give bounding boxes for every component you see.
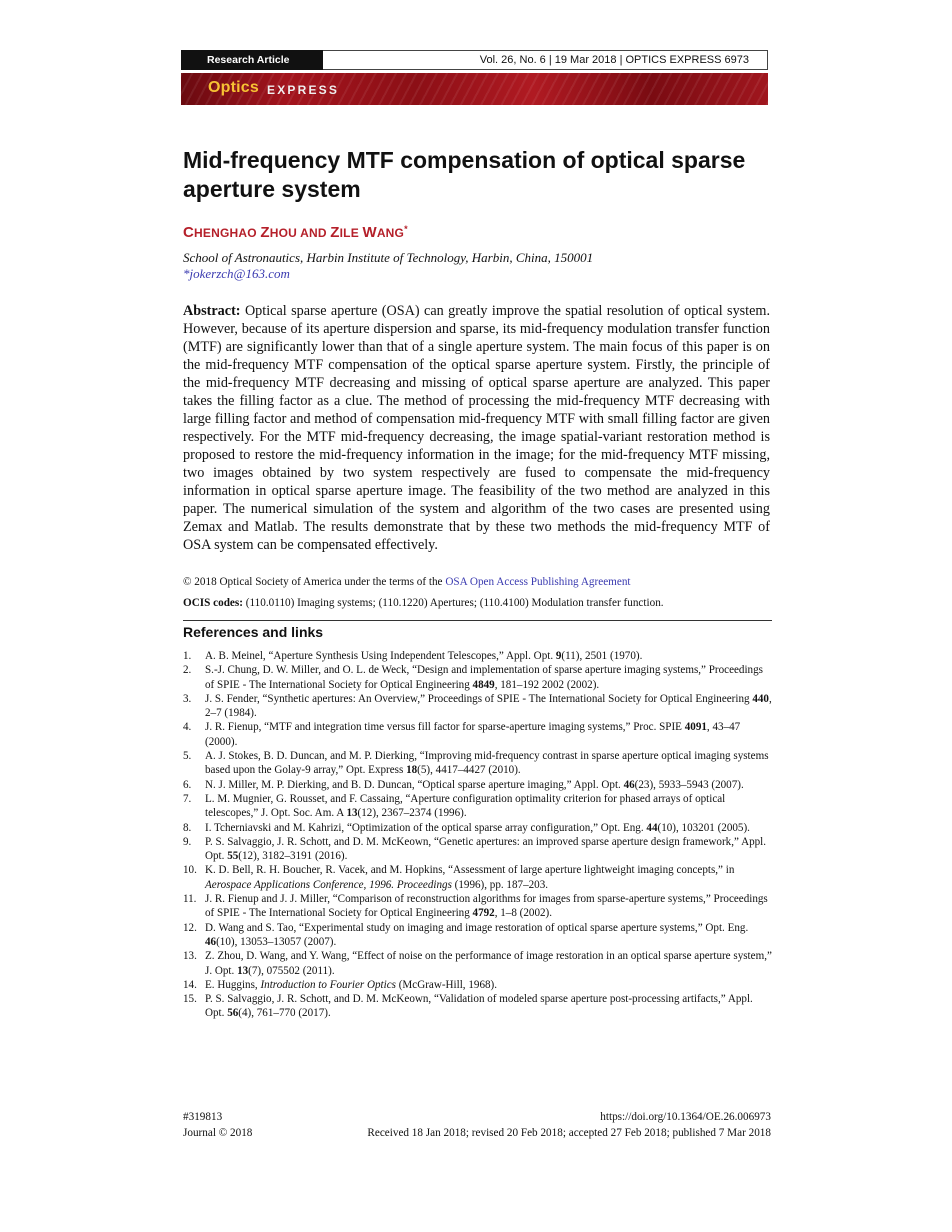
reference-tail: (5), 4417–4427 (2010).: [417, 764, 521, 777]
manuscript-id: #319813: [183, 1111, 223, 1123]
affiliation: School of Astronautics, Harbin Institute of Technology, Harbin, China, 150001: [183, 250, 594, 265]
reference-tail: (12), 2367–2374 (1996).: [357, 807, 467, 820]
reference-volume: 4849: [472, 678, 495, 691]
reference-tail: , 43–47 (2000).: [205, 721, 741, 748]
reference-text: A. B. Meinel, “Aperture Synthesis Using Independent Telescopes,” Appl. Opt.: [205, 650, 556, 662]
journal-copyright: Journal © 2018: [183, 1127, 253, 1139]
ocis-label: OCIS codes:: [183, 597, 243, 609]
reference-item: [183, 949, 772, 978]
article-type-badge: Research Article: [181, 50, 323, 70]
reference-text: S.-J. Chung, D. W. Miller, and O. L. de Weck, “Design and implementation of sparse aperture imaging systems,” Proceedings of SPIE - The International Society for Optical Engineering: [205, 664, 763, 691]
reference-text: D. Wang and S. Tao, “Experimental study on imaging and image restoration of optical sparse aperture systems,” Opt. Eng.: [205, 921, 749, 934]
ocis-text: (110.0110) Imaging systems; (110.1220) Apertures; (110.4100) Modulation transfer function.: [242, 597, 664, 609]
author-2-first-rest: ILE: [339, 226, 359, 240]
reference-item: [183, 978, 772, 992]
reference-number: 6.: [183, 778, 192, 791]
reference-number: 15.: [183, 993, 197, 1006]
author-2-last-rest: ANG: [376, 226, 405, 240]
reference-number: 12.: [183, 921, 197, 934]
reference-text: N. J. Miller, M. P. Dierking, and B. D. Duncan, “Optical sparse aperture imaging,” Appl. Opt.: [205, 778, 624, 791]
reference-volume: 46: [623, 778, 635, 791]
reference-volume: 13: [346, 807, 358, 820]
author-1-first-rest: HENGHAO: [194, 226, 257, 240]
author-1-last-rest: HOU: [269, 226, 297, 240]
reference-item: [183, 863, 772, 892]
reference-item: [183, 821, 772, 835]
reference-number: 2.: [183, 664, 192, 677]
author-list: [183, 224, 408, 241]
journal-logo-express: EXPRESS: [267, 83, 340, 97]
author-conjunction: AND: [300, 226, 327, 240]
reference-volume: 9: [555, 650, 562, 662]
reference-number: 14.: [183, 978, 197, 991]
reference-item: [183, 778, 772, 792]
reference-volume: 18: [406, 764, 418, 777]
author-1-last-initial: Z: [260, 224, 270, 241]
abstract: [183, 302, 770, 554]
corresponding-author-mark: *: [404, 224, 408, 234]
publication-dates: Received 18 Jan 2018; revised 20 Feb 2018; accepted 27 Feb 2018; published 7 Mar 2018: [367, 1127, 771, 1139]
reference-tail: (McGraw-Hill, 1968).: [395, 978, 498, 991]
reference-volume: 55: [227, 850, 239, 863]
reference-volume: 4792: [472, 907, 495, 920]
reference-volume: 13: [237, 964, 249, 977]
journal-logo-optics: Optics: [208, 79, 259, 96]
reference-item: [183, 921, 772, 950]
reference-text: P. S. Salvaggio, J. R. Schott, and D. M. McKeown, “Validation of modeled sparse aperture post-processing artifacts,” Appl. Opt.: [205, 993, 753, 1020]
reference-text: I. Tcherniavski and M. Kahrizi, “Optimization of the optical sparse array configuration,” Opt. Eng.: [205, 821, 647, 834]
reference-number: 7.: [183, 792, 192, 805]
ocis-codes: [183, 596, 664, 610]
reference-item: [183, 792, 772, 821]
reference-number: 3.: [183, 692, 192, 705]
reference-tail: , 181–192 2002 (2002).: [494, 678, 600, 691]
reference-tail: (11), 2501 (1970).: [561, 650, 643, 662]
reference-number: 8.: [183, 821, 192, 834]
reference-item: [183, 749, 772, 778]
reference-proceedings-title: Aerospace Applications Conference, 1996. Proceedings: [205, 878, 452, 891]
abstract-text: Optical sparse aperture (OSA) can greatly improve the spatial resolution of optical system. However, because of its aperture dispersion and sparse, its mid-frequency modulation transfer function (MTF) are significantly lower than that of a single aperture system. The main focus of this paper is on the mid-frequency MTF compensation of the optical sparse aperture system. Firstly, the principle of the mid-frequency MTF decreasing and missing of optical sparse aperture are analyzed. This paper takes the filling factor as a clue. The method of processing the mid-frequency MTF decreasing with large filling factor and method of compensation mid-frequency MTF with small filling factor are given respectively. For the MTF mid-frequency decreasing, the image spatial-variant restoration method is proposed to restore the mid-frequency information in the image; for the mid-frequency MTF missing, two images obtained by two system respectively are fused to compensate the mid-frequency information in optical sparse aperture image. The feasibility of the two method are analyzed in this paper. The numerical simulation of the system and algorithm of the two cases are presented using Zemax and Matlab. The results demonstrate that by these two methods the mid-frequency MTF of OSA system can be compensated effectively.: [183, 303, 771, 553]
reference-item: [183, 649, 772, 663]
reference-item: [183, 692, 772, 721]
copyright-text: © 2018 Optical Society of America under the terms of the: [183, 576, 446, 588]
reference-text: L. M. Mugnier, G. Rousset, and F. Cassaing, “Aperture configuration optimality criterion for phased arrays of optical telescopes,” J. Opt. Soc. Am. A: [205, 792, 726, 820]
reference-item: [183, 663, 772, 692]
author-2-last-initial: W: [362, 224, 377, 241]
author-2-first-initial: Z: [330, 224, 340, 241]
reference-tail: (1996), pp. 187–203.: [451, 878, 549, 891]
reference-tail: (7), 075502 (2011).: [248, 964, 335, 977]
reference-volume: 56: [227, 1007, 239, 1020]
reference-number: 1.: [183, 650, 192, 662]
reference-volume: 440: [752, 692, 769, 705]
reference-text: J. R. Fienup and J. J. Miller, “Comparison of reconstruction algorithms for images from sparse-aperture systems,” Proceedings of SPIE - The International Society for Optical Engineering: [205, 893, 768, 920]
reference-text: Z. Zhou, D. Wang, and Y. Wang, “Effect of noise on the performance of image restoration in an optical sparse aperture system,” J. Opt.: [205, 950, 772, 977]
reference-number: 9.: [183, 835, 192, 848]
reference-text: E. Huggins,: [205, 978, 261, 991]
reference-tail: (10), 103201 (2005).: [657, 821, 750, 834]
reference-list: [183, 649, 772, 1021]
journal-header: [181, 50, 768, 70]
author-1-first-initial: C: [183, 224, 195, 241]
reference-tail: , 2–7 (1984).: [205, 692, 772, 720]
footer-row-2: [183, 1126, 771, 1140]
reference-number: 4.: [183, 721, 192, 734]
reference-book-title: Introduction to Fourier Optics: [260, 978, 396, 991]
reference-tail: (12), 3182–3191 (2016).: [238, 850, 348, 863]
reference-number: 11.: [183, 893, 197, 906]
copyright-notice: [183, 575, 631, 589]
reference-text: P. S. Salvaggio, J. R. Schott, and D. M. McKeown, “Genetic apertures: an improved sparse aperture design framework,” Appl. Opt.: [205, 835, 767, 863]
reference-item: [183, 720, 772, 749]
reference-volume: 46: [205, 935, 217, 948]
reference-item: [183, 992, 772, 1021]
volume-info: Vol. 26, No. 6 | 19 Mar 2018 | OPTICS EXPRESS 6973: [323, 50, 768, 70]
reference-volume: 4091: [684, 721, 707, 734]
reference-volume: 44: [646, 821, 658, 834]
reference-text: J. S. Fender, “Synthetic apertures: An Overview,” Proceedings of SPIE - The International Society for Optical Engineering: [205, 692, 753, 705]
reference-tail: (4), 761–770 (2017).: [238, 1007, 331, 1020]
open-access-agreement-link[interactable]: OSA Open Access Publishing Agreement: [445, 576, 631, 588]
author-email-link[interactable]: *jokerzch@163.com: [183, 266, 290, 281]
reference-number: 13.: [183, 950, 197, 963]
reference-text: A. J. Stokes, B. D. Duncan, and M. P. Dierking, “Improving mid-frequency contrast in sparse aperture optical imaging systems based upon the Golay-9 array,” Opt. Express: [205, 750, 769, 777]
reference-text: J. R. Fienup, “MTF and integration time versus fill factor for sparse-aperture imaging systems,” Proc. SPIE: [205, 721, 685, 734]
reference-number: 10.: [183, 864, 197, 877]
reference-tail: (23), 5933–5943 (2007).: [634, 778, 744, 791]
references-heading: References and links: [183, 620, 772, 640]
doi-link[interactable]: https://doi.org/10.1364/OE.26.006973: [600, 1111, 771, 1123]
paper-title: Mid-frequency MTF compensation of optical sparse aperture system: [183, 147, 746, 202]
journal-banner: [181, 73, 768, 105]
reference-text: K. D. Bell, R. H. Boucher, R. Vacek, and M. Hopkins, “Assessment of large aperture lightweight imaging concepts,” in: [205, 864, 735, 877]
footer-row-1: [183, 1110, 771, 1124]
reference-tail: (10), 13053–13057 (2007).: [216, 935, 337, 948]
abstract-label: Abstract:: [183, 303, 241, 319]
reference-item: [183, 835, 772, 864]
reference-number: 5.: [183, 750, 192, 763]
reference-item: [183, 892, 772, 921]
reference-tail: , 1–8 (2002).: [494, 907, 553, 920]
